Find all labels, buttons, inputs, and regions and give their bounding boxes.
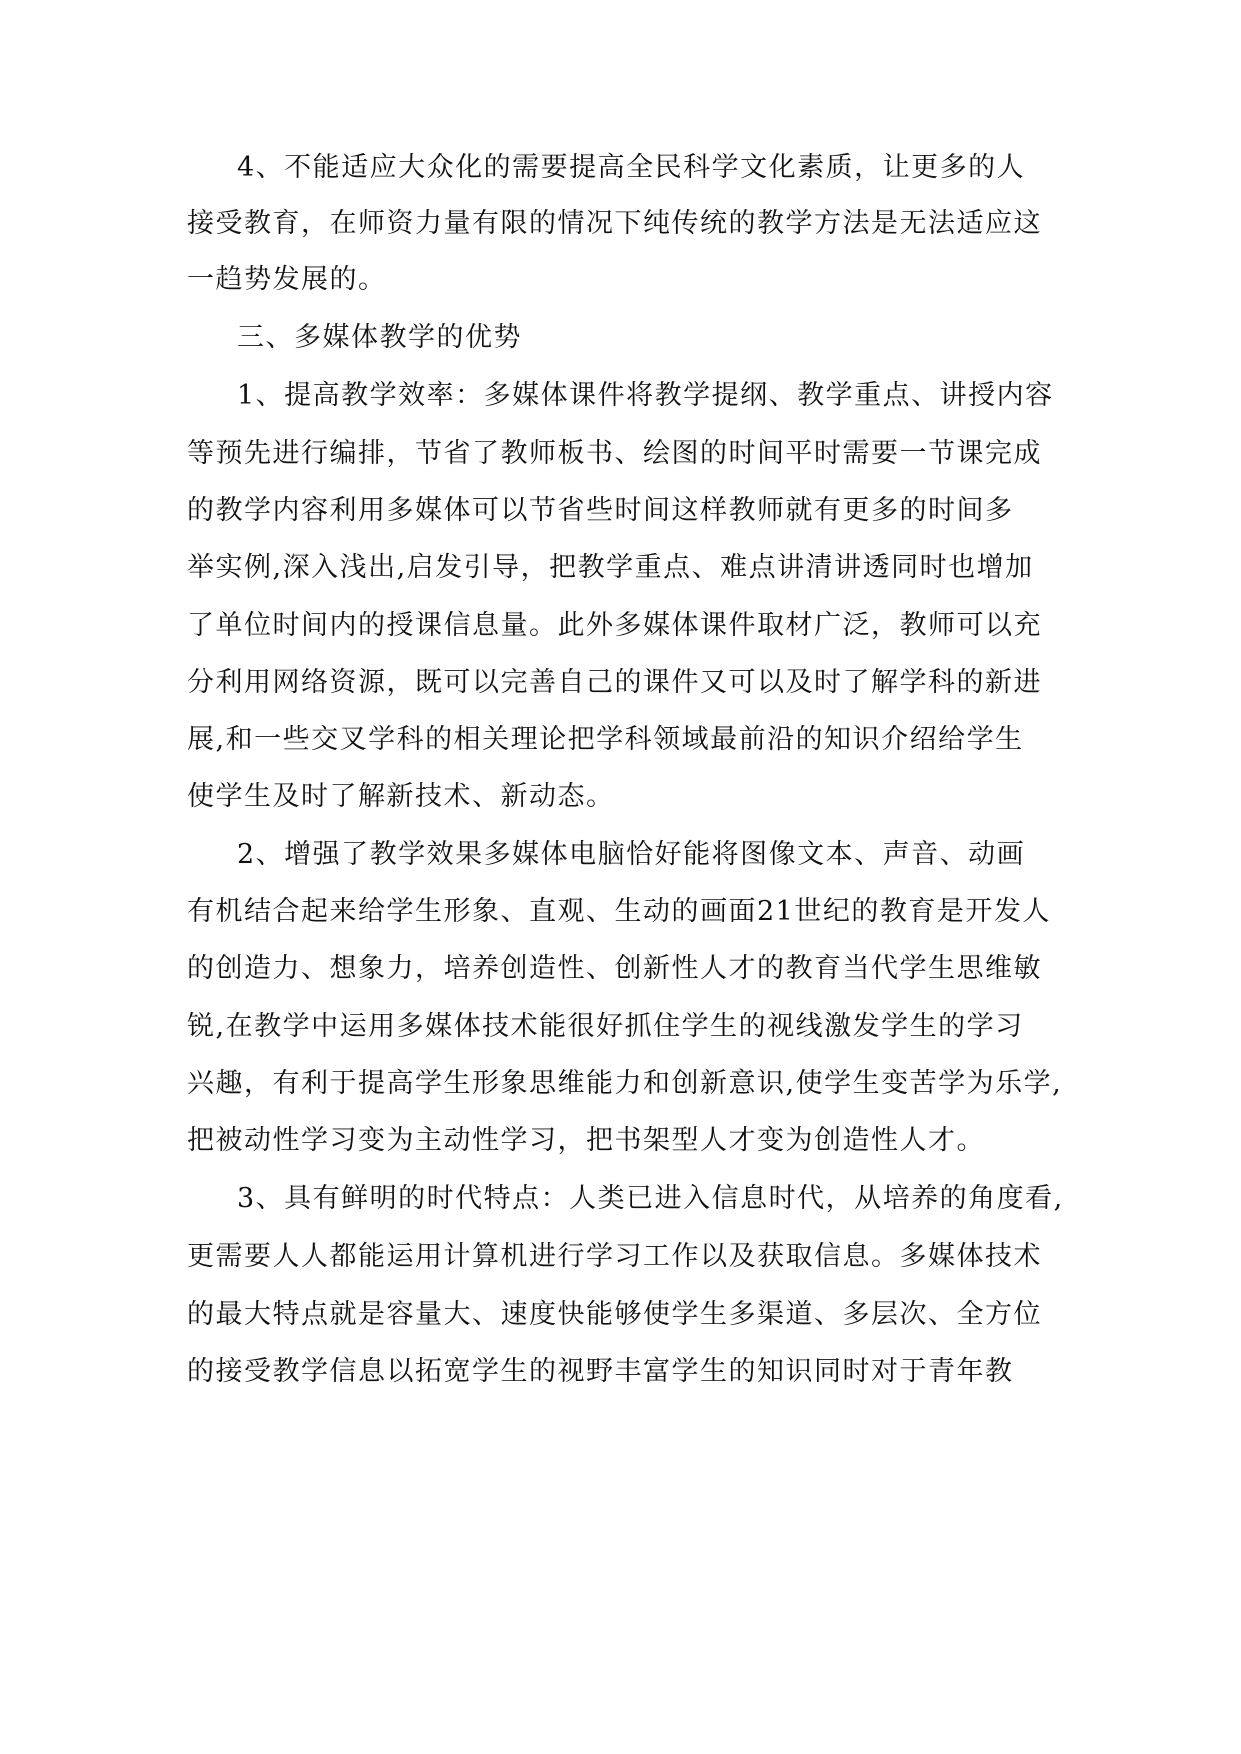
paragraph-line: 的接受教学信息以拓宽学生的视野丰富学生的知识同时对于青年教 — [187, 1356, 1014, 1387]
paragraph-line: 的创造力、想象力，培养创造性、创新性人才的教育当代学生思维敏 — [187, 953, 1042, 984]
paragraph-line: 了单位时间内的授课信息量。此外多媒体课件取材广泛，教师可以充 — [187, 610, 1042, 641]
paragraph-line: 1、提高教学效率：多媒体课件将教学提纲、教学重点、讲授内容 — [237, 380, 1054, 411]
paragraph-line: 一趋势发展的。 — [187, 264, 387, 295]
paragraph-line: 更需要人人都能运用计算机进行学习工作以及获取信息。多媒体技术 — [187, 1241, 1042, 1272]
paragraph-line: 举实例,深入浅出,启发引导，把教学重点、难点讲清讲透同时也增加 — [187, 552, 1034, 583]
paragraph-line: 展,和一些交叉学科的相关理论把学科领域最前沿的知识介绍给学生 — [187, 724, 1024, 755]
paragraph-line: 使学生及时了解新技术、新动态。 — [187, 781, 615, 812]
paragraph-line: 兴趣，有利于提高学生形象思维能力和创新意识,使学生变苦学为乐学, — [187, 1068, 1063, 1099]
paragraph-line: 把被动性学习变为主动性学习，把书架型人才变为创造性人才。 — [187, 1125, 985, 1156]
paragraph-line: 的最大特点就是容量大、速度快能够使学生多渠道、多层次、全方位 — [187, 1299, 1042, 1330]
paragraph-line: 2、增强了教学效果多媒体电脑恰好能将图像文本、声音、动画 — [237, 839, 1026, 870]
paragraph-line: 接受教育，在师资力量有限的情况下纯传统的教学方法是无法适应这 — [187, 208, 1042, 239]
paragraph-line: 3、具有鲜明的时代特点：人类已进入信息时代，从培养的角度看, — [237, 1183, 1064, 1214]
paragraph-line: 分利用网络资源，既可以完善自己的课件又可以及时了解学科的新进 — [187, 667, 1042, 698]
paragraph-line: 的教学内容利用多媒体可以节省些时间这样教师就有更多的时间多 — [187, 495, 1014, 526]
paragraph-line: 锐,在教学中运用多媒体技术能很好抓住学生的视线激发学生的学习 — [187, 1011, 1024, 1042]
paragraph-line: 4、不能适应大众化的需要提高全民科学文化素质，让更多的人 — [237, 152, 1026, 183]
paragraph-line: 等预先进行编排，节省了教师板书、绘图的时间平时需要一节课完成 — [187, 438, 1042, 469]
section-heading: 三、多媒体教学的优势 — [237, 322, 522, 353]
paragraph-line: 有机结合起来给学生形象、直观、生动的画面21世纪的教育是开发人 — [187, 896, 1051, 927]
